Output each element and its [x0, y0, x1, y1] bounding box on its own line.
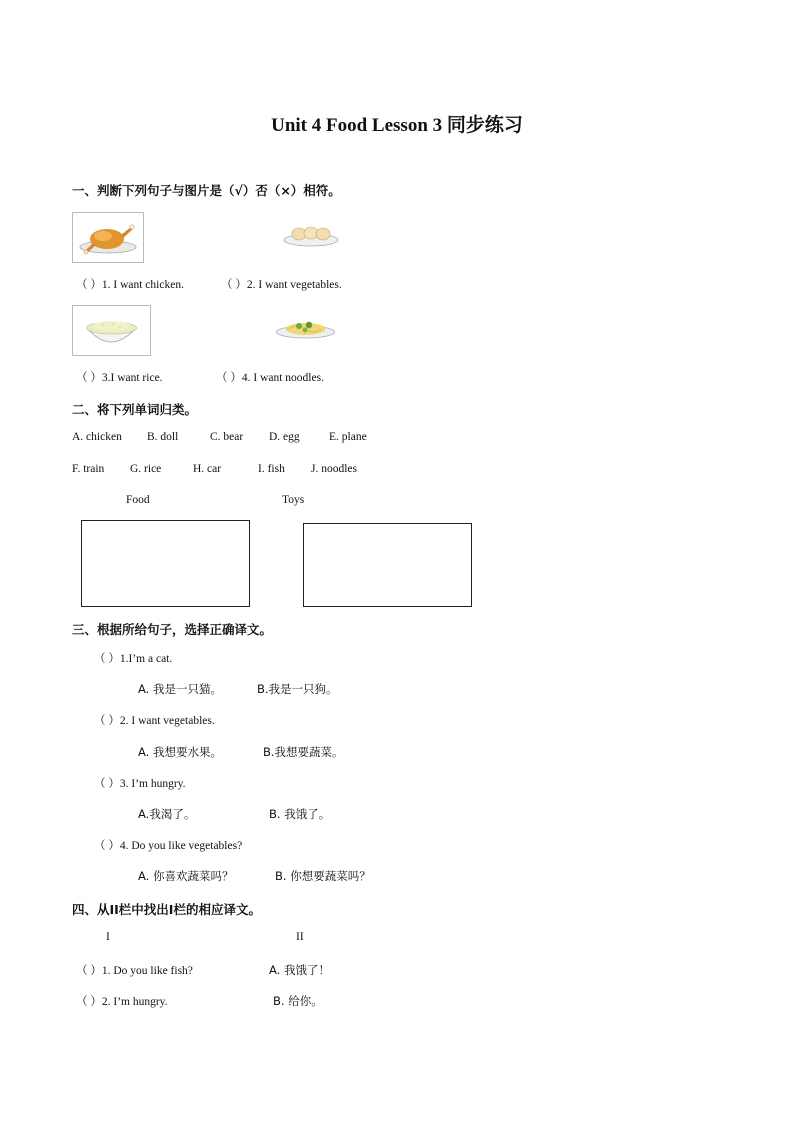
s1-item-1: （ ）1. I want chicken. — [76, 279, 184, 291]
s4-row-2-question: （ ）2. I’m hungry. — [76, 996, 168, 1008]
column-ii-label: II — [296, 931, 304, 943]
eggs-picture — [283, 222, 339, 248]
s3-q3-option-a: A.我渴了。 — [138, 807, 196, 821]
toys-label: Toys — [282, 494, 305, 506]
section-4-heading: 四、从II栏中找出I栏的相应译文。 — [72, 902, 261, 917]
noodles-picture — [275, 317, 336, 341]
word-c: C. bear — [210, 431, 244, 443]
eggs-plate-icon — [283, 222, 339, 248]
s3-question-4: （ ）4. Do you like vegetables? — [94, 840, 243, 852]
column-i-label: I — [106, 931, 110, 943]
word-g: G. rice — [130, 463, 162, 475]
s3-question-2: （ ）2. I want vegetables. — [94, 715, 215, 727]
rice-picture — [72, 305, 151, 356]
word-e: E. plane — [329, 431, 367, 443]
noodles-plate-icon — [275, 317, 336, 341]
roast-chicken-icon — [73, 213, 143, 262]
roast-chicken-picture — [72, 212, 144, 263]
s1-item-2: （ ）2. I want vegetables. — [221, 279, 342, 291]
s3-q2-option-a: A. 我想要水果。 — [138, 745, 222, 759]
word-d: D. egg — [269, 431, 300, 443]
s3-q2-option-b: B.我想要蔬菜。 — [263, 745, 344, 759]
section-3-heading: 三、根据所给句子，选择正确译文。 — [72, 622, 273, 637]
s3-q3-option-b: B. 我饿了。 — [269, 807, 331, 821]
word-f: F. train — [72, 463, 105, 475]
s4-row-2-answer: B. 给你。 — [273, 994, 323, 1008]
s1-item-4: （ ）4. I want noodles. — [216, 372, 324, 384]
s1-item-3: （ ）3.I want rice. — [76, 372, 163, 384]
word-a: A. chicken — [72, 431, 122, 443]
s3-q1-option-a: A. 我是一只猫。 — [138, 682, 222, 696]
s4-row-1-answer: A. 我饿了！ — [269, 963, 330, 977]
section-1-heading: 一、判断下列句子与图片是（√）否（×）相符。 — [72, 183, 341, 198]
s3-q4-option-a: A. 你喜欢蔬菜吗？ — [138, 869, 234, 883]
s3-question-1: （ ）1.I’m a cat. — [94, 653, 173, 665]
s3-q4-option-b: B. 你想要蔬菜吗？ — [275, 869, 371, 883]
s4-row-1-question: （ ）1. Do you like fish? — [76, 965, 193, 977]
s3-question-3: （ ）3. I’m hungry. — [94, 778, 186, 790]
word-i: I. fish — [258, 463, 285, 475]
section-2-heading: 二、将下列单词归类。 — [72, 402, 198, 417]
food-label: Food — [126, 494, 150, 506]
word-b: B. doll — [147, 431, 179, 443]
page-title: Unit 4 Food Lesson 3 同步练习 — [271, 115, 523, 136]
toys-answer-box[interactable] — [303, 523, 472, 607]
word-h: H. car — [193, 463, 222, 475]
food-answer-box[interactable] — [81, 520, 250, 607]
s3-q1-option-b: B.我是一只狗。 — [257, 682, 338, 696]
rice-bowl-icon — [73, 306, 150, 355]
word-j: J. noodles — [311, 463, 357, 475]
